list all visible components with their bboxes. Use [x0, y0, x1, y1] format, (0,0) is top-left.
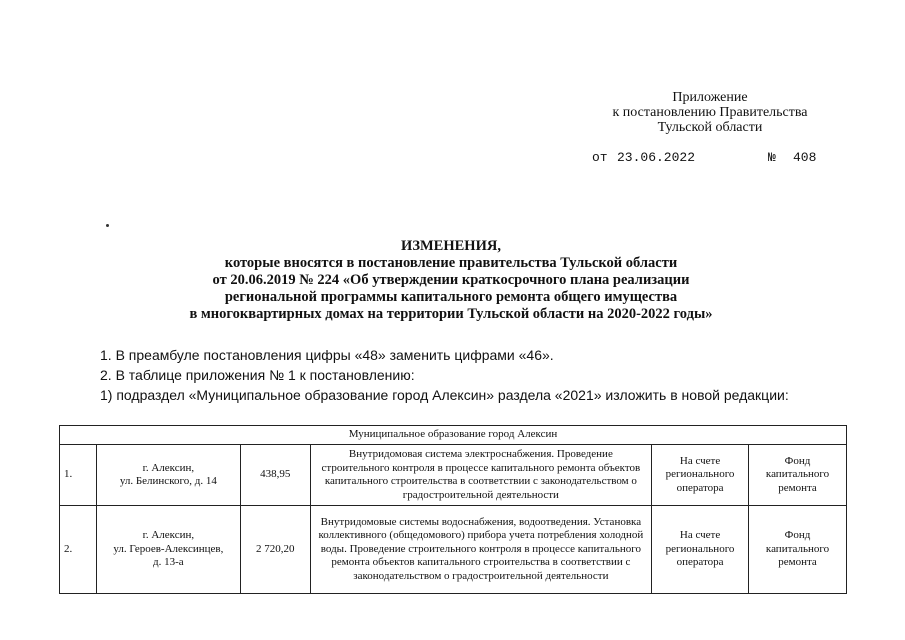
row-number: 2.: [60, 506, 97, 594]
title-line-2: которые вносятся в постановление правительства Тульской области: [224, 255, 678, 271]
stray-dot: [106, 224, 109, 227]
appendix-line-1: Приложение: [672, 90, 748, 105]
paragraph-3: 1) подраздел «Муниципальное образование город Алексин» раздела «2021» изложить в новой редакции:: [100, 387, 789, 403]
row-address: г. Алексин, ул. Героев-Алексинцев, д. 13-а: [96, 506, 240, 594]
row-work-description: Внутридомовые системы водоснабжения, водоотведения. Установка коллективного (общедомового) прибора учета потребления холодной воды. Проведение строительного контроля в процессе капитального ремонта объектов капитального строительства в соответствии с законодательством о градостроительной деятельности: [310, 506, 651, 594]
date-label: от: [592, 150, 608, 165]
row-fund: Фонд капитального ремонта: [749, 445, 847, 506]
row-address: г. Алексин, ул. Белинского, д. 14: [96, 445, 240, 506]
appendix-line-3: Тульской области: [657, 120, 763, 135]
row-fund: Фонд капитального ремонта: [749, 506, 847, 594]
title-line-4: региональной программы капитального ремонта общего имущества: [224, 289, 678, 305]
appendix-line-2: к постановлению Правительства: [612, 105, 808, 120]
row-amount: 438,95: [240, 445, 310, 506]
title-line-5: в многоквартирных домах на территории Тульской области на 2020-2022 годы»: [189, 306, 713, 322]
row-amount: 2 720,20: [240, 506, 310, 594]
table-header: Муниципальное образование город Алексин: [60, 426, 847, 445]
appendix-block: [560, 90, 860, 135]
title-line-3: от 20.06.2019 № 224 «Об утверждении краткосрочного плана реализации: [212, 272, 690, 288]
paragraph-1: 1. В преамбуле постановления цифры «48» заменить цифрами «46».: [100, 347, 554, 363]
row-work-description: Внутридомовая система электроснабжения. Проведение строительного контроля в процессе капитального ремонта объектов капитального строительства в соответствии с законодательством о градостроительной деятельности: [310, 445, 651, 506]
document-title: [60, 238, 842, 323]
row-account: На счете регионального оператора: [652, 445, 749, 506]
row-number: 1.: [60, 445, 97, 506]
number-label: №: [768, 150, 776, 165]
title-line-1: ИЗМЕНЕНИЯ,: [401, 238, 501, 254]
row-account: На счете регионального оператора: [652, 506, 749, 594]
document-date: 23.06.2022: [617, 150, 696, 165]
document-number: 408: [793, 150, 817, 165]
table-row: [60, 506, 847, 594]
table-row: [60, 445, 847, 506]
paragraph-2: 2. В таблице приложения № 1 к постановлению:: [100, 367, 415, 383]
repair-table: [59, 425, 847, 594]
table-header-row: [60, 426, 847, 445]
